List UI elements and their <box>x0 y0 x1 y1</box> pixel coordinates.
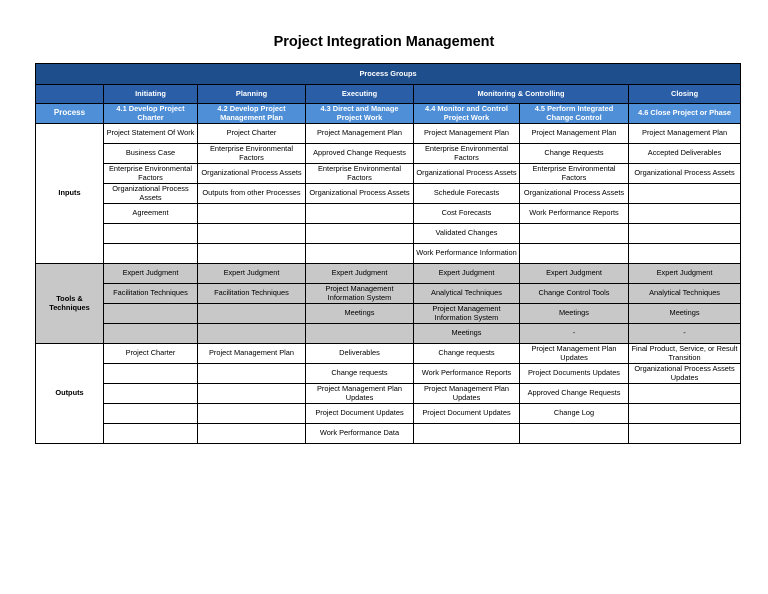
tools-techniques-row <box>36 304 741 324</box>
table-cell: Project Management Plan Updates <box>414 384 520 404</box>
table-cell: Change requests <box>306 364 414 384</box>
table-cell <box>104 364 198 384</box>
table-cell: Meetings <box>629 304 741 324</box>
table-cell: Accepted Deliverables <box>629 144 741 164</box>
table-cell <box>629 224 741 244</box>
table-cell: Expert Judgment <box>629 264 741 284</box>
table-cell: Approved Change Requests <box>306 144 414 164</box>
process-4-3: 4.3 Direct and Manage Project Work <box>306 104 414 124</box>
table-cell <box>198 424 306 444</box>
table-cell: Project Document Updates <box>414 404 520 424</box>
table-cell: Meetings <box>306 304 414 324</box>
table-cell: Approved Change Requests <box>520 384 629 404</box>
table-cell: Enterprise Environmental Factors <box>414 144 520 164</box>
inputs-row <box>36 164 741 184</box>
table-cell <box>198 384 306 404</box>
table-cell: Change requests <box>414 344 520 364</box>
table-cell <box>198 364 306 384</box>
table-cell <box>306 324 414 344</box>
table-cell <box>198 324 306 344</box>
inputs-row <box>36 144 741 164</box>
table-cell: Organizational Process Assets <box>104 184 198 204</box>
table-cell: Facilitation Techniques <box>104 284 198 304</box>
table-cell: Project Management Plan Updates <box>520 344 629 364</box>
inputs-row <box>36 124 741 144</box>
outputs-row <box>36 364 741 384</box>
inputs-row <box>36 204 741 224</box>
table-cell: Project Management Plan <box>629 124 741 144</box>
table-cell: Deliverables <box>306 344 414 364</box>
table-cell: Project Management Information System <box>306 284 414 304</box>
table-cell: Cost Forecasts <box>414 204 520 224</box>
table-cell <box>104 324 198 344</box>
process-4-4: 4.4 Monitor and Control Project Work <box>414 104 520 124</box>
table-cell: Project Statement Of Work <box>104 124 198 144</box>
table-cell: Change Requests <box>520 144 629 164</box>
table-cell: Meetings <box>414 324 520 344</box>
table-cell: Project Management Plan <box>520 124 629 144</box>
table-cell: Project Charter <box>198 124 306 144</box>
table-cell: Validated Changes <box>414 224 520 244</box>
table-cell <box>104 224 198 244</box>
table-cell: Analytical Techniques <box>414 284 520 304</box>
table-cell: Agreement <box>104 204 198 224</box>
table-cell: Business Case <box>104 144 198 164</box>
tools-techniques-label: Tools & Techniques <box>36 264 104 344</box>
group-closing: Closing <box>629 85 741 104</box>
inputs-row <box>36 244 741 264</box>
table-cell <box>104 304 198 324</box>
outputs-row <box>36 384 741 404</box>
table-cell: Work Performance Reports <box>520 204 629 224</box>
table-cell: - <box>629 324 741 344</box>
process-4-5: 4.5 Perform Integrated Change Control <box>520 104 629 124</box>
table-cell <box>198 304 306 324</box>
tools-techniques-row <box>36 264 741 284</box>
table-cell: Schedule Forecasts <box>414 184 520 204</box>
process-4-6: 4.6 Close Project or Phase <box>629 104 741 124</box>
inputs-row <box>36 224 741 244</box>
outputs-label: Outputs <box>36 344 104 444</box>
table-cell: Project Charter <box>104 344 198 364</box>
table-cell: Final Product, Service, or Result Transition <box>629 344 741 364</box>
table-cell <box>306 224 414 244</box>
table-cell: Organizational Process Assets <box>198 164 306 184</box>
table-cell: Outputs from other Processes <box>198 184 306 204</box>
table-cell: - <box>520 324 629 344</box>
table-cell <box>520 244 629 264</box>
table-cell <box>629 204 741 224</box>
table-cell: Project Documents Updates <box>520 364 629 384</box>
table-cell: Project Management Plan <box>306 124 414 144</box>
table-cell: Expert Judgment <box>306 264 414 284</box>
table-cell: Organizational Process Assets <box>629 164 741 184</box>
table-cell <box>198 404 306 424</box>
table-cell: Enterprise Environmental Factors <box>306 164 414 184</box>
process-row <box>36 104 741 124</box>
page-title: Project Integration Management <box>273 34 495 50</box>
table-cell: Organizational Process Assets <box>306 184 414 204</box>
table-cell <box>104 404 198 424</box>
table-cell <box>629 424 741 444</box>
inputs-row <box>36 184 741 204</box>
table-cell: Work Performance Data <box>306 424 414 444</box>
table-cell <box>104 384 198 404</box>
table-cell: Enterprise Environmental Factors <box>104 164 198 184</box>
table-cell <box>198 244 306 264</box>
table-cell: Analytical Techniques <box>629 284 741 304</box>
outputs-row <box>36 344 741 364</box>
table-cell: Project Management Plan <box>198 344 306 364</box>
table-cell: Organizational Process Assets <box>414 164 520 184</box>
tools-techniques-row <box>36 284 741 304</box>
process-label: Process <box>36 104 104 124</box>
table-cell: Meetings <box>520 304 629 324</box>
group-monitoring-controlling: Monitoring & Controlling <box>414 85 629 104</box>
table-cell <box>629 184 741 204</box>
table-cell <box>306 244 414 264</box>
table-cell: Enterprise Environmental Factors <box>198 144 306 164</box>
table-cell: Expert Judgment <box>414 264 520 284</box>
table-cell: Project Management Information System <box>414 304 520 324</box>
table-cell: Facilitation Techniques <box>198 284 306 304</box>
table-cell: Expert Judgment <box>520 264 629 284</box>
table-cell: Enterprise Environmental Factors <box>520 164 629 184</box>
outputs-row <box>36 404 741 424</box>
process-groups-row <box>36 64 741 85</box>
table-cell: Work Performance Information <box>414 244 520 264</box>
group-planning: Planning <box>198 85 306 104</box>
table-cell: Change Control Tools <box>520 284 629 304</box>
table-cell <box>414 424 520 444</box>
outputs-row <box>36 424 741 444</box>
process-4-2: 4.2 Develop Project Management Plan <box>198 104 306 124</box>
table-cell: Project Management Plan Updates <box>306 384 414 404</box>
table-cell <box>198 204 306 224</box>
table-cell: Project Document Updates <box>306 404 414 424</box>
table-cell <box>104 424 198 444</box>
table-cell: Work Performance Reports <box>414 364 520 384</box>
group-executing: Executing <box>306 85 414 104</box>
group-initiating: Initiating <box>104 85 198 104</box>
inputs-label: Inputs <box>36 124 104 264</box>
table-cell: Expert Judgment <box>198 264 306 284</box>
table-cell <box>198 224 306 244</box>
table-cell <box>104 244 198 264</box>
table-cell <box>629 404 741 424</box>
table-cell: Change Log <box>520 404 629 424</box>
table-cell <box>520 424 629 444</box>
process-groups-header: Process Groups <box>36 64 741 85</box>
table-cell <box>629 244 741 264</box>
tools-techniques-row <box>36 324 741 344</box>
table-cell <box>306 204 414 224</box>
table-cell <box>629 384 741 404</box>
integration-table <box>35 63 741 444</box>
table-cell: Project Management Plan <box>414 124 520 144</box>
group-header-row <box>36 85 741 104</box>
table-cell: Expert Judgment <box>104 264 198 284</box>
group-header-blank <box>36 85 104 104</box>
table-cell: Organizational Process Assets <box>520 184 629 204</box>
process-4-1: 4.1 Develop Project Charter <box>104 104 198 124</box>
table-cell <box>520 224 629 244</box>
table-cell: Organizational Process Assets Updates <box>629 364 741 384</box>
